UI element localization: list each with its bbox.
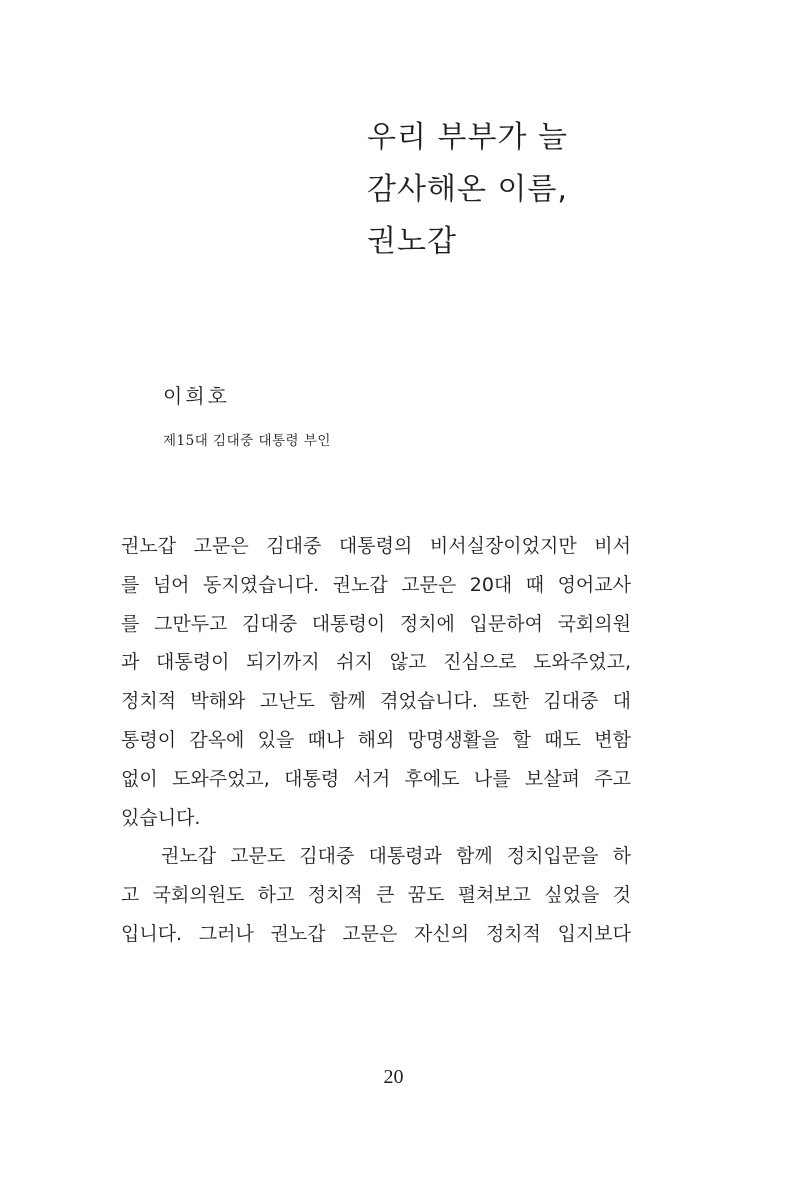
- text-line: 통령이 감옥에 있을 때나 해외 망명생활을 할 때도 변함: [121, 728, 631, 751]
- chapter-title: [367, 112, 568, 268]
- author-name: 이희호: [163, 384, 230, 408]
- paragraph: [121, 527, 631, 837]
- text-line: 를 넘어 동지였습니다. 권노갑 고문은 20대 때 영어교사: [121, 573, 631, 596]
- title-line: 권노갑: [367, 224, 457, 259]
- text-line: 권노갑 고문도 김대중 대통령과 함께 정치입문을 하: [161, 845, 631, 868]
- text-line: 입니다. 그러나 권노갑 고문은 자신의 정치적 입지보다: [121, 922, 631, 945]
- text-line: 고 국회의원도 하고 정치적 큰 꿈도 펼쳐보고 싶었을 것: [121, 884, 631, 907]
- title-line: 우리 부부가 늘: [367, 120, 568, 155]
- text-line: 를 그만두고 김대중 대통령이 정치에 입문하여 국회의원: [121, 612, 631, 635]
- text-line: 있습니다.: [121, 806, 201, 829]
- text-line: 권노갑 고문은 김대중 대통령의 비서실장이었지만 비서: [121, 535, 631, 557]
- title-line: 감사해온 이름,: [367, 172, 568, 207]
- text-line: 없이 도와주었고, 대통령 서거 후에도 나를 보살펴 주고: [121, 767, 631, 790]
- paragraph: [121, 837, 631, 953]
- body-text: [121, 527, 631, 954]
- text-line: 정치적 박해와 고난도 함께 겪었습니다. 또한 김대중 대: [121, 690, 631, 713]
- page-number: 20: [383, 1066, 404, 1088]
- text-line: 과 대통령이 되기까지 쉬지 않고 진심으로 도와주었고,: [121, 651, 631, 674]
- author-role: 제15대 김대중 대통령 부인: [163, 433, 331, 449]
